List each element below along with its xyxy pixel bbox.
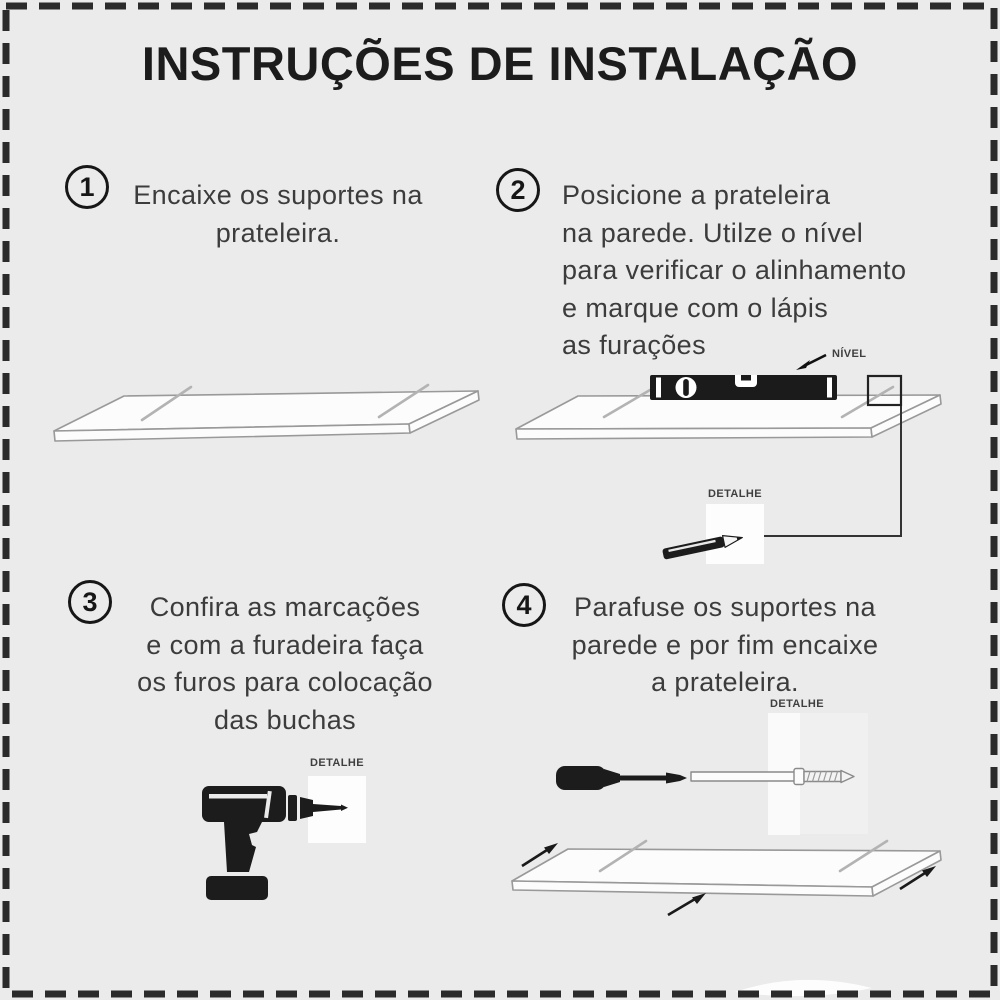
- page-title: INSTRUÇÕES DE INSTALAÇÃO: [141, 37, 859, 90]
- screw-anchor-icon: [691, 769, 854, 785]
- drill-icon: [202, 786, 348, 900]
- step-2-line: na parede. Utilze o nível: [562, 217, 864, 248]
- push-arrow-icons: [522, 843, 936, 915]
- step-1-line: prateleira.: [215, 217, 341, 248]
- detail-box-step2: [706, 504, 764, 564]
- dashed-page-border: [6, 6, 994, 994]
- shelf-illustration-step2: [516, 387, 941, 439]
- detalhe-label-step3: DETALHE: [310, 757, 364, 769]
- step-2-line: e marque com o lápis: [562, 292, 829, 323]
- step-2-line: para verificar o alinhamento: [562, 255, 907, 285]
- step-4-text: [515, 589, 935, 702]
- step-3-line: Confira as marcações: [149, 592, 421, 622]
- arrow-icon: [522, 843, 558, 866]
- nivel-label: NÍVEL: [832, 348, 867, 360]
- step-4-line: a prateleira.: [651, 667, 799, 697]
- arrow-icon: [668, 893, 706, 915]
- step-4-number-badge: 4: [502, 583, 546, 627]
- watermark-swoosh: [735, 980, 872, 996]
- shelf-illustration-step1: [54, 385, 479, 441]
- shelf-illustration-step4: [512, 841, 941, 896]
- step-3-number-badge: 3: [68, 580, 112, 624]
- step-3-text: [95, 589, 475, 739]
- bracket-rod-icon: [600, 841, 887, 871]
- spirit-level-icon: [650, 375, 837, 400]
- wall-detail-columns: [768, 713, 868, 835]
- detail-box-step3: [308, 776, 366, 843]
- corner-detail-marker: [764, 376, 901, 536]
- arrow-icon: [900, 866, 936, 889]
- bracket-rod-icon: [142, 385, 428, 420]
- step-3-line: e com a furadeira faça: [146, 629, 424, 660]
- step-4-line: Parafuse os suportes na: [574, 592, 876, 622]
- step-3-line: os furos para colocação: [137, 667, 433, 697]
- step-2-line: Posicione a prateleira: [562, 180, 831, 210]
- detalhe-label-step4: DETALHE: [770, 698, 824, 710]
- step-1-number-badge: 1: [65, 165, 109, 209]
- step-2-number-badge: 2: [496, 168, 540, 212]
- step-3-line: das buchas: [213, 704, 357, 735]
- detalhe-label-step2: DETALHE: [708, 488, 762, 500]
- step-2-line: as furações: [562, 330, 706, 360]
- step-1-text: [88, 177, 468, 252]
- step-4-line: parede e por fim encaixe: [571, 629, 879, 660]
- step-2-text: [562, 177, 992, 365]
- bracket-rod-icon: [604, 387, 893, 417]
- pencil-icon: [662, 532, 744, 561]
- step-1-line: Encaixe os suportes na: [133, 180, 423, 210]
- screwdriver-icon: [556, 766, 687, 790]
